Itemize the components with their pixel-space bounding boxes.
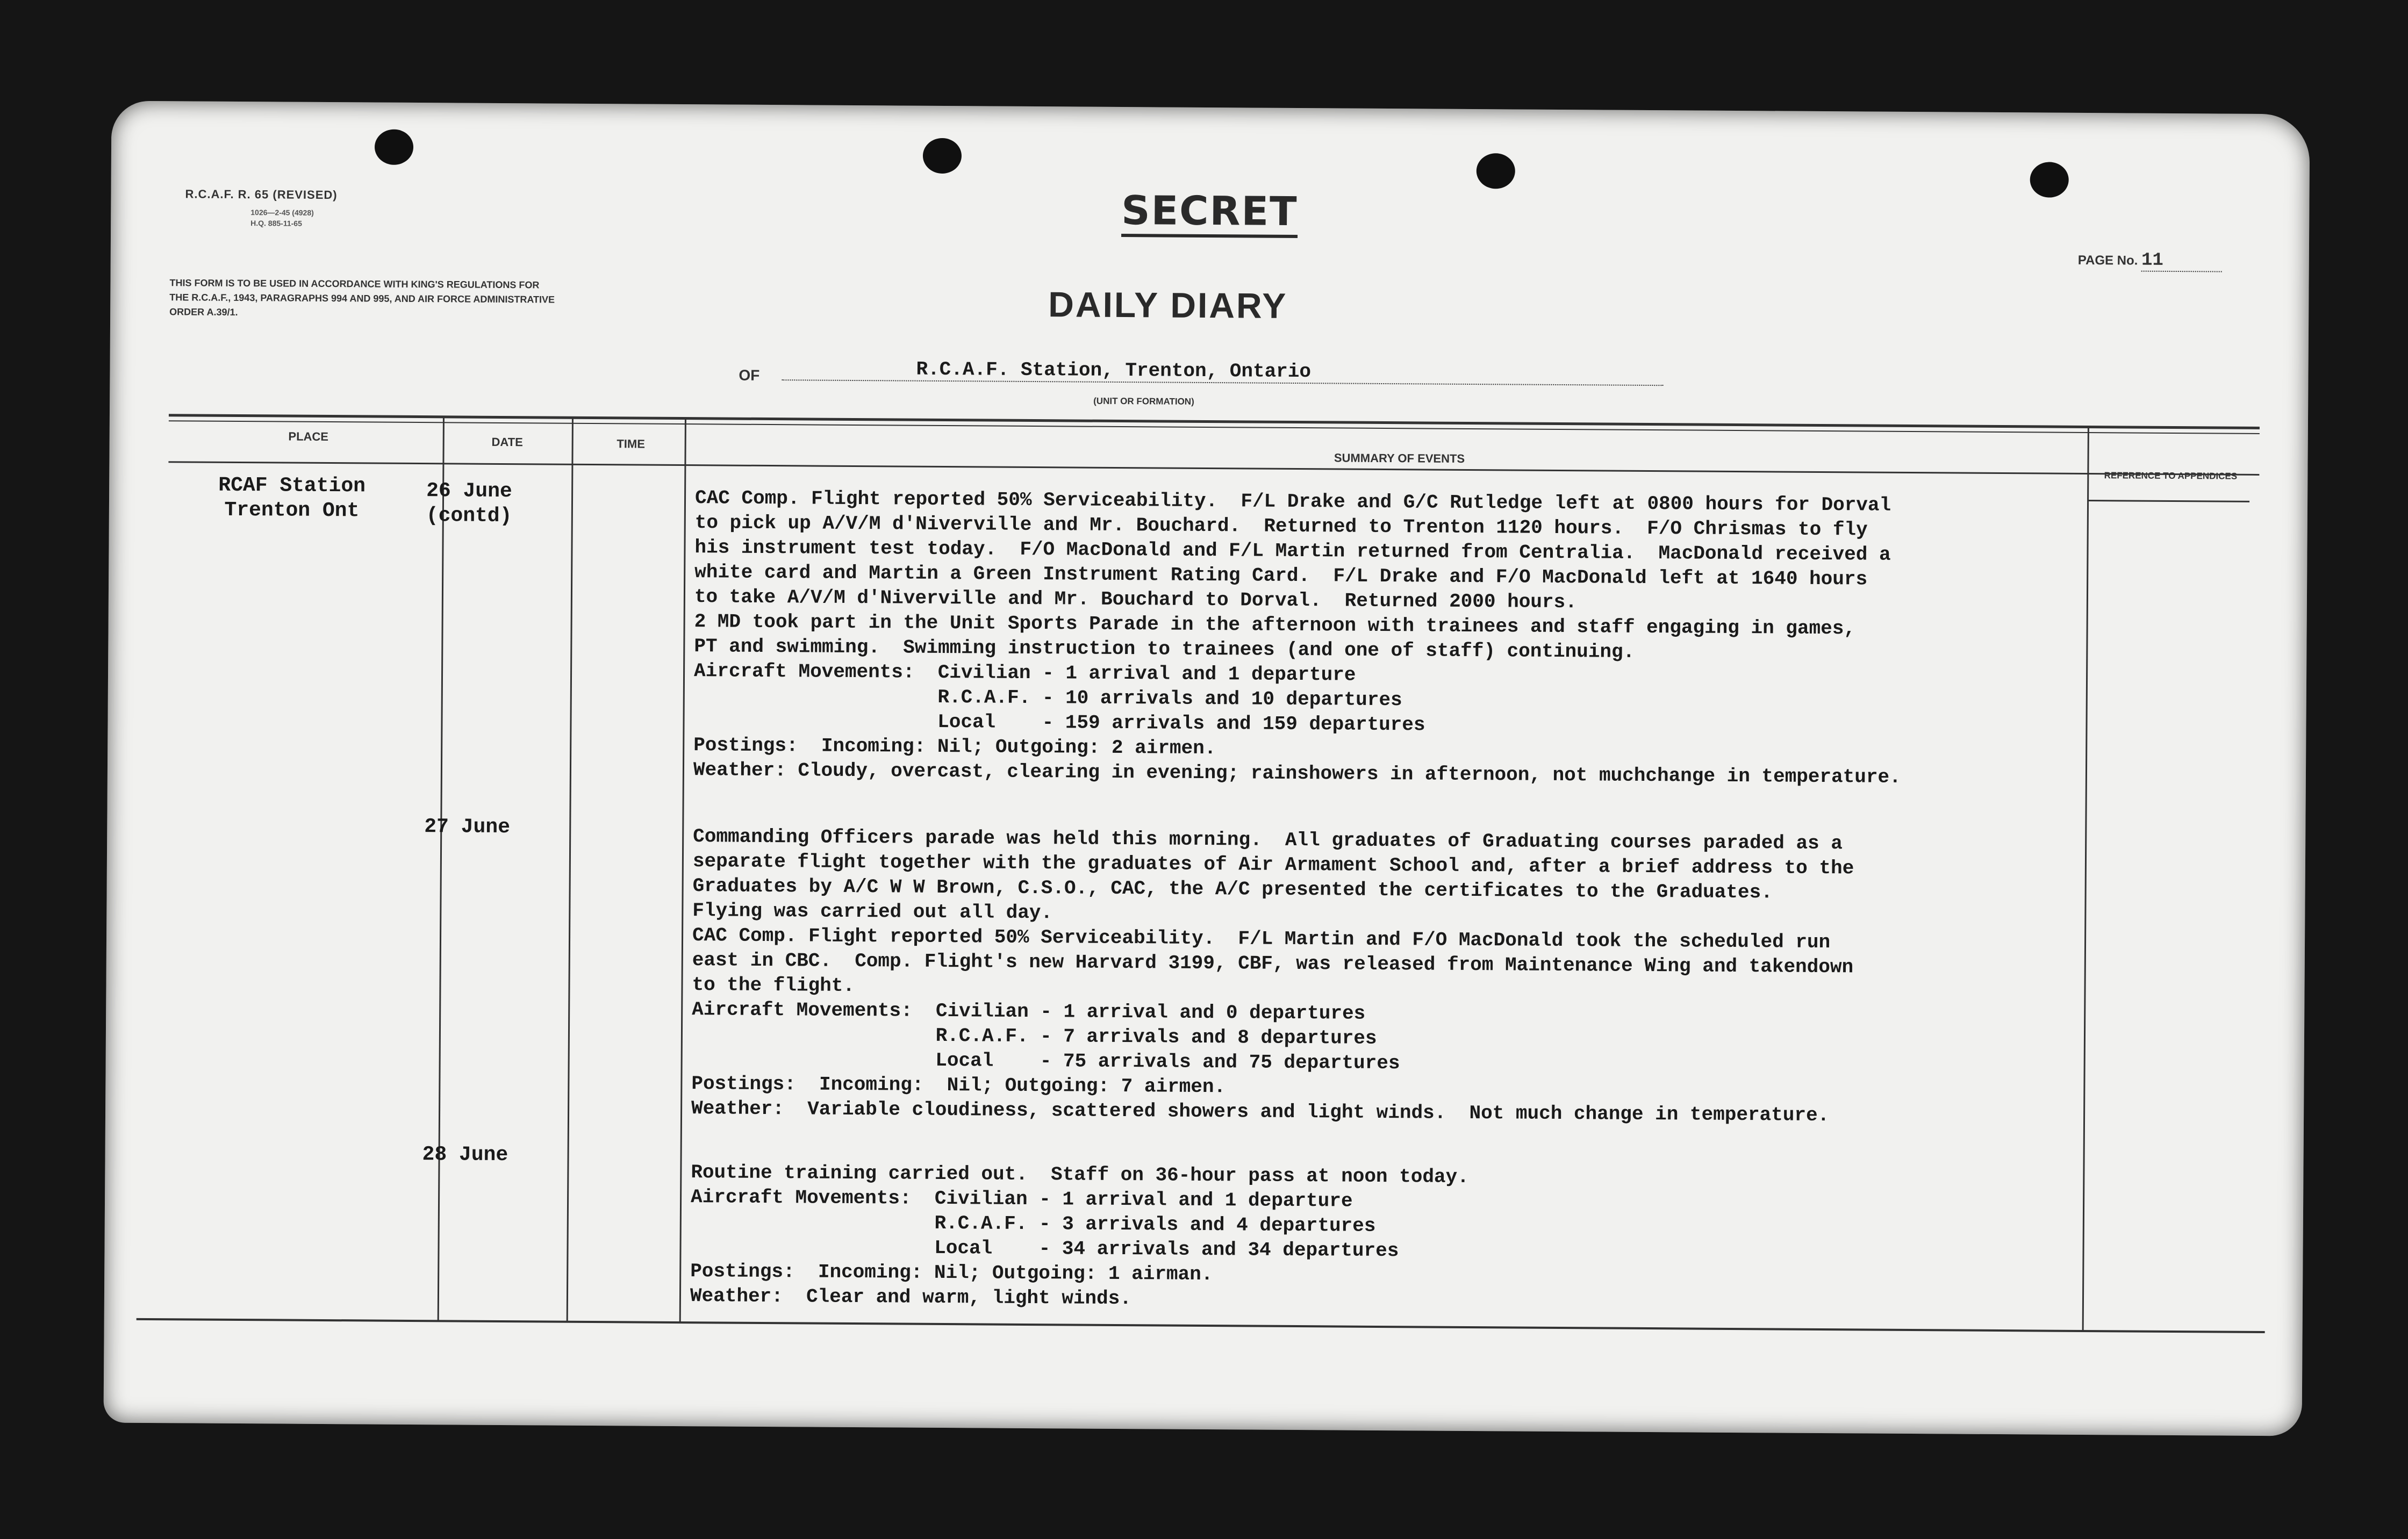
punch-hole	[375, 130, 413, 165]
summary-entry: Commanding Officers parade was held this morning. All graduates of Graduating courses paraded as a separate flight together with the graduates of Air Armament School and, after a brief address to the Graduates by A/C W W Brown, C.S.O., CAC, the A/C presented the certificates to the Graduates. Flying was carried out all day. CAC Comp. Flight reported 50% Serviceability. F/L Martin and F/O MacDonald took the scheduled run east in CBC. Comp. Flight's new Harvard 3199, CBF, was released from Maintenance Wing and takendown to the flight. Aircraft Movements: Civilian - 1 arrival and 0 departures R.C.A.F. - 7 arrivals and 8 departures Local - 75 arrivals and 75 departures Postings: Incoming: Nil; Outgoing: 7 airmen. Weather: Variable cloudiness, scattered showers and light winds. Not much change in temperature.	[691, 825, 1854, 1127]
header-divider	[168, 461, 2259, 476]
date-cell: 26 June (contd)	[426, 479, 512, 528]
date-cell: 27 June	[424, 815, 511, 839]
column-header-time: TIME	[617, 437, 646, 451]
regulation-note: THIS FORM IS TO BE USED IN ACCORDANCE WITH KING'S REGULATIONS FOR THE R.C.A.F., 1943, PARAGRAPHS 994 AND 995, AND AIR FORCE ADMINISTRATIVE ORDER A.39/1.	[169, 277, 555, 318]
punch-hole	[2030, 162, 2069, 197]
summary-entry: CAC Comp. Flight reported 50% Serviceability. F/L Drake and G/C Rutledge left at 0800 hours for Dorval to pick up A/V/M d'Niverville and Mr. Bouchard. Returned to Trenton 1120 hours. F/O Chrismas to fly his instrument test today. F/O MacDonald and F/L Martin returned from Centralia. MacDonald received a white card and Martin a Green Instrument Rating Card. F/L Drake and F/O MacDonald left at 1640 hours to take A/V/M d'Niverville and Mr. Bouchard to Dorval. Returned 2000 hours. 2 MD took part in the Unit Sports Parade in the afternoon with trainees and staff engaging in games, PT and swimming. Swimming instruction to trainees (and one of staff) continuing. Aircraft Movements: Civilian - 1 arrival and 1 departure R.C.A.F. - 10 arrivals and 10 departures Local - 159 arrivals and 159 departures Postings: Incoming: Nil; Outgoing: 2 airmen. Weather: Cloudy, overcast, clearing in evening; rainshowers in afternoon, not muchchange in temperature.	[693, 487, 1901, 788]
unit-name: R.C.A.F. Station, Trenton, Ontario	[782, 357, 1663, 386]
punch-hole	[923, 138, 962, 174]
date-cell: 28 June	[422, 1143, 508, 1167]
column-header-summary: SUMMARY OF EVENTS	[1334, 451, 1465, 465]
unit-caption: (UNIT OR FORMATION)	[1093, 395, 1194, 407]
column-divider	[679, 418, 686, 1322]
place-cell: RCAF Station Trenton Ont	[218, 473, 366, 523]
classification-stamp: SECRET	[1121, 188, 1298, 238]
table-bottom-rule	[137, 1318, 2265, 1333]
punch-hole	[1477, 153, 1515, 189]
summary-entry: Routine training carried out. Staff on 36-hour pass at noon today. Aircraft Movements: Civilian - 1 arrival and 1 departure R.C.A.F. - 3 arrivals and 4 departures Local - 34 arrivals and 34 departures Postings: Incoming: Nil; Outgoing: 1 airman. Weather: Clear and warm, light winds.	[690, 1161, 1469, 1310]
page-number: 11	[2141, 250, 2222, 272]
reference-header-rule	[2088, 500, 2249, 502]
form-file-code: H.Q. 885-11-65	[250, 219, 302, 228]
of-label: OF	[739, 366, 760, 384]
column-header-place: PLACE	[288, 429, 329, 444]
form-print-code: 1026—2-45 (4928)	[250, 208, 314, 217]
column-divider	[438, 416, 445, 1320]
page-number-field	[2078, 250, 2222, 272]
column-divider	[567, 418, 574, 1321]
form-code: R.C.A.F. R. 65 (REVISED)	[185, 187, 338, 202]
page-number-label: PAGE No.	[2077, 253, 2138, 268]
column-header-date: DATE	[491, 435, 523, 449]
document-title: DAILY DIARY	[1048, 284, 1288, 326]
column-header-reference: REFERENCE TO APPENDICES	[2104, 470, 2238, 481]
diary-page	[104, 101, 2310, 1436]
